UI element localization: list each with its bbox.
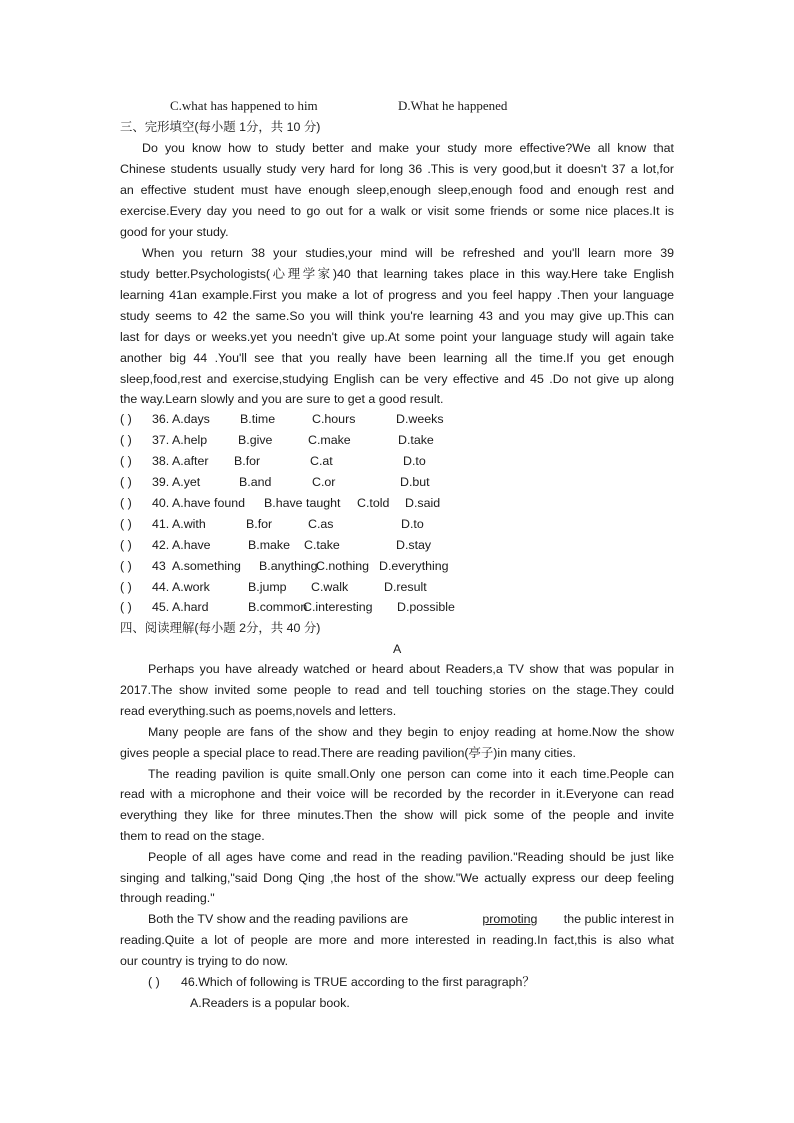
option-d: D.result — [384, 580, 427, 594]
question-number: 42. — [152, 538, 170, 552]
option-d: D.everything — [379, 559, 449, 573]
option-a: A.yet — [172, 475, 201, 489]
option-d: D.possible — [397, 600, 455, 614]
option-c: C.walk — [311, 580, 349, 594]
answer-blank: ( ) — [120, 538, 132, 552]
cloze-p2-line-2: study better.Psychologists(心理学家)40 that learning takes place in this way.Here take English — [120, 267, 674, 281]
option-d: D.to — [403, 454, 426, 468]
option-c: C.hours — [312, 412, 356, 426]
cloze-p2-line-6: another big 44 .You'll see that you really have been learning all the time.If you get enough — [120, 351, 674, 365]
cloze-p2-line-7: sleep,food,rest and exercise,studying English can be very effective and 45 .Do not give up along — [120, 372, 674, 386]
option-a: A.hard — [172, 600, 209, 614]
option-c: C.or — [312, 475, 336, 489]
cloze-p1-line-2: Chinese students usually study very hard for long 36 .This is very good,but it doesn't 37 a lot,for — [120, 162, 674, 176]
question-number: 37. — [152, 433, 170, 447]
q46-paren: ( ) — [148, 975, 160, 989]
answer-blank: ( ) — [120, 496, 132, 510]
option-b: B.have taught — [264, 496, 341, 510]
reading-section-label: A — [393, 642, 402, 656]
option-d-text: D.What he happened — [398, 98, 508, 113]
option-b: B.make — [248, 538, 291, 552]
reading-p5-line-1 — [148, 911, 674, 927]
cloze-p2-line-5: last for days or weeks.yet you needn't give up.At some point your language study will again take — [120, 330, 674, 344]
question-number: 39. — [152, 475, 170, 489]
reading-p1-line-3: read everything.such as poems,novels and letters. — [120, 704, 397, 718]
reading-p1-line-2: 2017.The show invited some people to read and tell touching stories on the stage.They could — [120, 683, 674, 697]
question-number: 38. — [152, 454, 170, 468]
option-c: C.told — [357, 496, 390, 510]
q46-text: 46.Which of following is TRUE according to the first paragraph？ — [181, 975, 535, 989]
option-c: C.take — [304, 538, 340, 552]
option-a: A.have — [172, 538, 211, 552]
option-b: B.jump — [248, 580, 287, 594]
option-c-text: C.what has happened to him — [170, 98, 318, 113]
reading-p2-line-2: gives people a special place to read.There are reading pavilion(亭子)in many cities. — [120, 746, 576, 760]
answer-blank: ( ) — [120, 580, 132, 594]
option-a: A.help — [172, 433, 208, 447]
cloze-p2-line-1: When you return 38 your studies,your mind will be refreshed and you'll learn more 39 — [142, 246, 674, 260]
reading-p4-line-2: singing and talking,"said Dong Qing ,the host of the show."We actually express our deep feeling — [120, 871, 674, 885]
option-c: C.make — [308, 433, 351, 447]
reading-p3-line-1: The reading pavilion is quite small.Only one person can come into it each time.People can — [148, 767, 674, 781]
answer-blank: ( ) — [120, 412, 132, 426]
cloze-p1-line-4: exercise.Every day you need to go out for a walk or visit some friends or some nice places.It is — [120, 204, 674, 218]
option-b: B.for — [234, 454, 261, 468]
reading-p4-line-3: through reading." — [120, 891, 215, 905]
q46-option-a: A.Readers is a popular book. — [190, 996, 350, 1010]
option-c: C.as — [308, 517, 334, 531]
answer-blank: ( ) — [120, 475, 132, 489]
option-d: D.said — [405, 496, 441, 510]
cloze-heading: 三、完形填空(每小题 1分，共 10 分) — [120, 120, 321, 134]
answer-blank: ( ) — [120, 454, 132, 468]
reading-p5-line-3: our country is trying to do now. — [120, 954, 289, 968]
option-b: B.and — [239, 475, 272, 489]
option-d: D.but — [400, 475, 430, 489]
cloze-p2-line-8: the way.Learn slowly and you are sure to get a good result. — [120, 392, 444, 406]
reading-p3-line-3: everything they like for three minutes.Then the show will pick some of the people and invite — [120, 808, 674, 822]
option-b: B.give — [238, 433, 273, 447]
question-number: 41. — [152, 517, 170, 531]
cloze-p1-line-1: Do you know how to study better and make your study more effective?We all know that — [142, 141, 674, 155]
option-d: D.weeks — [396, 412, 444, 426]
option-d: D.to — [401, 517, 424, 531]
answer-blank: ( ) — [120, 559, 132, 573]
option-d: D.stay — [396, 538, 432, 552]
option-b: B.common — [248, 600, 308, 614]
reading-p5-after: the public interest in — [563, 912, 674, 926]
reading-p2-line-1: Many people are fans of the show and they begin to enjoy reading at home.Now the show — [148, 725, 674, 739]
option-c: C.interesting — [303, 600, 373, 614]
reading-p5-before: Both the TV show and the reading pavilions are — [148, 912, 409, 926]
answer-blank: ( ) — [120, 433, 132, 447]
answer-blank: ( ) — [120, 600, 132, 614]
question-number: 36. — [152, 412, 170, 426]
cloze-p2-line-4: study seems to 42 the same.So you will think you're learning 43 and you may give up.This can — [120, 309, 674, 323]
reading-p3-line-4: them to read on the stage. — [120, 829, 265, 843]
option-a: A.have found — [172, 496, 246, 510]
reading-p3-line-2: read with a microphone and their voice will be recorded by the recorder in it.Everyone can read — [120, 787, 674, 801]
option-a: A.after — [172, 454, 209, 468]
reading-p4-line-1: People of all ages have come and read in the reading pavilion."Reading should be just like — [148, 850, 674, 864]
question-number: 44. — [152, 580, 170, 594]
option-d: D.take — [398, 433, 434, 447]
cloze-p2-line-3: learning 41an example.First you make a lot of progress and you feel happy .Then your language — [120, 288, 674, 302]
underlined-word-promoting: promoting — [482, 912, 538, 926]
option-a: A.with — [172, 517, 206, 531]
question-number: 43 — [152, 559, 166, 573]
answer-blank: ( ) — [120, 517, 132, 531]
option-c: C.nothing — [316, 559, 370, 573]
option-c: C.at — [310, 454, 333, 468]
option-a: A.something — [172, 559, 241, 573]
question-number: 40. — [152, 496, 170, 510]
reading-heading: 四、阅读理解(每小题 2分，共 40 分) — [120, 621, 321, 635]
option-b: B.for — [246, 517, 273, 531]
reading-p5-line-2: reading.Quite a lot of people are more and more interested in reading.In fact,this is also what — [120, 933, 674, 947]
cloze-p1-line-5: good for your study. — [120, 225, 229, 239]
option-a: A.work — [172, 580, 210, 594]
reading-p1-line-1: Perhaps you have already watched or heard about Readers,a TV show that was popular in — [148, 662, 674, 676]
option-b: B.anything — [259, 559, 318, 573]
cloze-p1-line-3: an effective student must have enough sleep,enough sleep,enough food and enough rest and — [120, 183, 674, 197]
option-b: B.time — [240, 412, 276, 426]
option-a: A.days — [172, 412, 210, 426]
question-number: 45. — [152, 600, 170, 614]
